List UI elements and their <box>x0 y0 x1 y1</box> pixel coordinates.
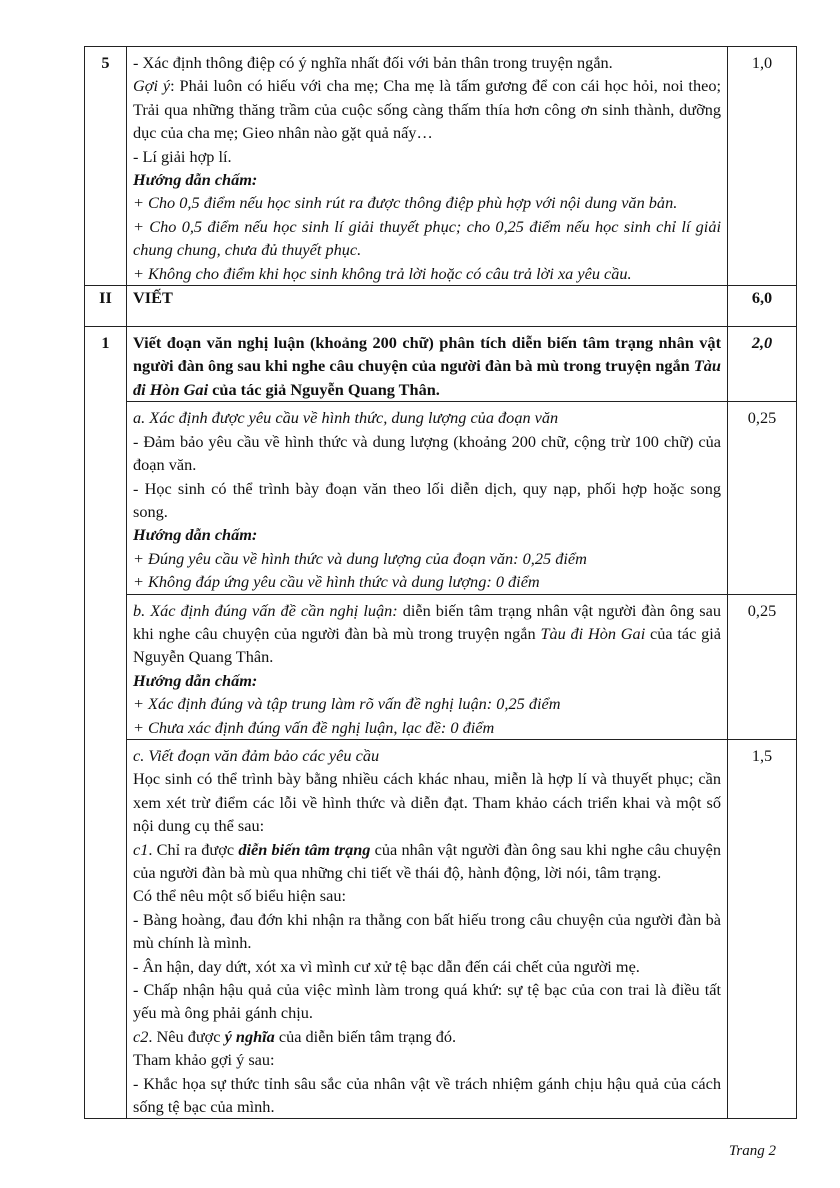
criterion-a-line-2: - Học sinh có thể trình bày đoạn văn theo lối diễn dịch, quy nạp, phối hợp hoặc song song. <box>133 478 721 521</box>
section-score: 6,0 <box>728 286 797 327</box>
criterion-a-line-1: - Đảm bảo yêu cầu về hình thức và dung lượng (khoảng 200 chữ, cộng trừ 100 chữ) của đoạn văn. <box>133 431 721 475</box>
q5-hint <box>133 74 721 144</box>
q1-prompt-end: của tác giả Nguyễn Quang Thân. <box>208 379 440 399</box>
q5-hint-label: Gợi ý <box>133 76 171 96</box>
criterion-b-content <box>127 594 728 739</box>
score-cell: 1,5 <box>728 739 797 1119</box>
score-cell: 2,0 <box>728 327 797 402</box>
q1-work-title: Tàu đi Hòn Gai <box>133 356 721 399</box>
c2-pre: . Nêu được <box>148 1026 225 1046</box>
q1-prompt-part: Viết đoạn văn nghị luận (khoảng 200 chữ) phân tích diễn biến tâm trạng nhân vật người đàn ông sau khi nghe câu chuyện của người đàn bà mù trong truyện ngắn <box>133 333 721 376</box>
q5-reasoning: - Lí giải hợp lí. <box>133 146 232 166</box>
page-number: Trang 2 <box>728 1143 776 1159</box>
criterion-c-heading: c. Viết đoạn văn đảm bảo các yêu cầu <box>133 745 380 765</box>
table-row-q5 <box>85 47 797 286</box>
criterion-c1 <box>133 838 721 885</box>
q5-task: - Xác định thông điệp có ý nghĩa nhất đối với bản thân trong truyện ngắn. <box>133 53 613 72</box>
question-5-content <box>127 47 728 286</box>
criterion-b-text-a: diễn biến tâm trạng nhân vật người đàn ông sau khi nghe câu chuyện của người đàn bà mù trong truyện ngắn <box>133 600 721 643</box>
score-cell: 1,0 <box>728 47 797 286</box>
criterion-c-signs: Có thể nêu một số biểu hiện sau: <box>133 886 346 906</box>
section-title: VIẾT <box>127 286 728 327</box>
q5-guide-3: + Không cho điểm khi học sinh không trả lời hoặc có câu trả lời xa yêu cầu. <box>133 263 632 283</box>
criterion-b-heading: b. Xác định đúng vấn đề cần nghị luận: <box>133 600 398 620</box>
criterion-c-intro: Học sinh có thể trình bày bằng nhiều cách khác nhau, miễn là hợp lí và thuyết phục; cần xem xét trừ điểm các lỗi về hình thức và diễn đạt. Tham khảo cách triển khai và một số nội dung cụ thể sau: <box>133 769 721 836</box>
table-row-criterion-c <box>85 739 797 1119</box>
criterion-a-heading: a. Xác định được yêu cầu về hình thức, dung lượng của đoạn văn <box>133 408 559 428</box>
table-row-criterion-b <box>85 594 797 739</box>
question-1-prompt <box>127 327 728 402</box>
criterion-a-content <box>127 402 728 594</box>
score-cell: 0,25 <box>728 594 797 739</box>
criterion-c-sign-3: - Chấp nhận hậu quả của việc mình làm trong quá khứ: sự tệ bạc của con trai là điều tất yếu mà ông phải gánh chịu. <box>133 980 721 1023</box>
question-number: 1 <box>85 327 127 1119</box>
criterion-b-text-b: của tác giả Nguyễn Quang Thân. <box>133 623 721 667</box>
criterion-a-guide-label: Hướng dẫn chấm: <box>133 525 258 545</box>
criterion-c2 <box>133 1025 721 1048</box>
score-cell: 0,25 <box>728 402 797 594</box>
table-row-section-ii <box>85 286 797 327</box>
criterion-c-sign-2: - Ân hận, day dứt, xót xa vì mình cư xử tệ bạc dẫn đến cái chết của người mẹ. <box>133 956 640 976</box>
q5-guide-label: Hướng dẫn chấm: <box>133 170 258 190</box>
q1-prompt-text <box>133 331 721 401</box>
criterion-a-guide-1: + Đúng yêu cầu về hình thức và dung lượng của đoạn văn: 0,25 điểm <box>133 548 587 568</box>
table-row-q1 <box>85 327 797 402</box>
q5-guide-2: + Cho 0,5 điểm nếu học sinh lí giải thuyết phục; cho 0,25 điểm nếu học sinh chỉ lí giải chung chung, chưa đủ thuyết phục. <box>133 216 721 260</box>
criterion-b-guide-2: + Chưa xác định đúng vấn đề nghị luận, lạc đề: 0 điểm <box>133 717 495 737</box>
q5-hint-text: : Phải luôn có hiếu với cha mẹ; Cha mẹ là tấm gương để con cái học hỏi, noi theo; Trải qua những thăng trầm của cuộc sống càng thấm thía hơn công ơn sinh thành, dưỡng dục của cha mẹ; Gieo nhân nào gặt quả nấy… <box>133 76 721 143</box>
criterion-c-content <box>127 739 728 1119</box>
criterion-c-sign-1: - Bàng hoàng, đau đớn khi nhận ra thằng con bất hiếu trong câu chuyện của người đàn bà mù chính là mình. <box>133 909 721 953</box>
criterion-c-ref: Tham khảo gợi ý sau: <box>133 1050 275 1070</box>
criterion-b-guide-1: + Xác định đúng và tập trung làm rõ vấn đề nghị luận: 0,25 điểm <box>133 694 561 714</box>
q5-guide-1: + Cho 0,5 điểm nếu học sinh rút ra được thông điệp phù hợp với nội dung văn bản. <box>133 193 678 213</box>
c1-post: của nhân vật người đàn ông sau khi nghe câu chuyện của người đàn bà mù qua những chi tiết về thái độ, hành động, lời nói, tâm trạng. <box>133 839 721 882</box>
criterion-b-guide-label: Hướng dẫn chấm: <box>133 670 258 690</box>
criterion-c-ref-1: - Khắc họa sự thức tỉnh sâu sắc của nhân vật về trách nhiệm gánh chịu hậu quả của cách sống tệ bạc của mình. <box>133 1073 721 1117</box>
c2-keyword: ý nghĩa <box>224 1026 275 1046</box>
c2-label: c2 <box>133 1026 149 1046</box>
criterion-b-work-title: Tàu đi Hòn Gai <box>540 623 646 643</box>
criterion-b-text <box>133 599 721 669</box>
grading-table <box>84 46 797 1119</box>
question-number: 5 <box>85 47 127 286</box>
table-row-criterion-a <box>85 402 797 594</box>
section-number: II <box>85 286 127 327</box>
c1-label: c1 <box>133 839 149 859</box>
c1-pre: . Chỉ ra được <box>148 839 239 859</box>
c1-keyword: diễn biến tâm trạng <box>238 839 371 859</box>
c2-post: của diễn biến tâm trạng đó. <box>274 1026 457 1046</box>
criterion-a-guide-2: + Không đáp ứng yêu cầu về hình thức và dung lượng: 0 điểm <box>133 572 540 592</box>
